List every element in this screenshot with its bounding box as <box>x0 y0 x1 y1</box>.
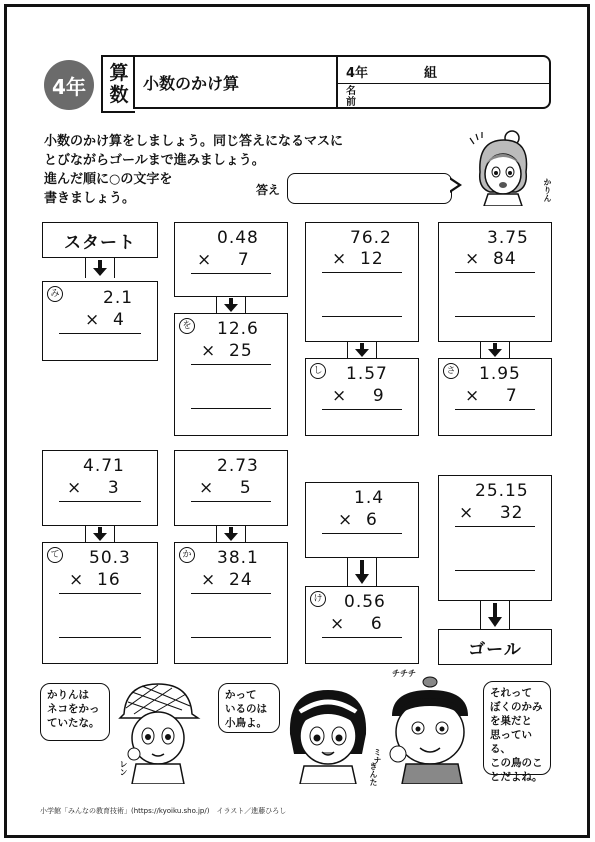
start-box[interactable] <box>42 222 158 258</box>
student-info-box <box>338 55 551 109</box>
multiplier: × 25 <box>201 341 253 361</box>
bubble-line: それって <box>490 687 532 699</box>
multiplier: × 12 <box>332 249 384 269</box>
answer-input-box[interactable] <box>287 173 452 204</box>
multiplier: × 3 <box>67 478 120 498</box>
problem-box-sa[interactable] <box>438 358 552 436</box>
answer-line <box>322 409 402 410</box>
grade-badge <box>44 60 94 110</box>
bubble-line: 小鳥よ。 <box>225 717 267 729</box>
connector-arrow <box>216 526 246 542</box>
bubble-line: 思っている、 <box>490 729 532 755</box>
subject-char-2: 数 <box>109 84 129 106</box>
multiplier: × 9 <box>332 386 385 406</box>
multiplier: × 6 <box>330 614 383 634</box>
page-title <box>133 55 338 109</box>
answer-line <box>455 409 535 410</box>
multiplicand: 2.1 <box>103 288 134 308</box>
bubble-line: この鳥のこ <box>490 757 543 769</box>
connector-arrow <box>347 558 377 586</box>
bird-sound: チチチ <box>392 669 416 678</box>
multiplier: × 4 <box>85 310 125 330</box>
mina-illustration <box>282 684 374 784</box>
multiplicand: 25.15 <box>475 481 529 501</box>
problem-box-col3-top[interactable] <box>305 222 419 342</box>
answer-line <box>455 570 535 571</box>
problem-tag: け <box>310 591 326 607</box>
start-label: スタート <box>64 232 136 253</box>
bubble-line: とだよね。 <box>490 771 543 783</box>
answer-line <box>191 637 271 638</box>
problem-box-col4-mid[interactable] <box>438 475 552 601</box>
instruction-line-3: 進んだ順に○の文字を <box>44 172 173 187</box>
answer-line <box>455 272 535 273</box>
multiplicand: 1.4 <box>354 488 385 508</box>
speech-bubble-mina <box>218 683 280 733</box>
answer-line <box>455 526 535 527</box>
speech-bubble-ren <box>40 683 110 741</box>
grade-field-label: 4年 <box>346 66 369 81</box>
bubble-line: かって <box>225 689 257 701</box>
problem-tag: て <box>47 547 63 563</box>
multiplicand: 12.6 <box>217 319 259 339</box>
name-field-label: 名前 <box>346 86 356 108</box>
multiplier: × 7 <box>465 386 518 406</box>
problem-box-col2-top[interactable] <box>174 222 288 297</box>
answer-line <box>191 593 271 594</box>
multiplicand: 2.73 <box>217 456 259 476</box>
answer-line <box>59 501 141 502</box>
multiplier: × 84 <box>465 249 517 269</box>
answer-line <box>59 593 141 594</box>
page-title-text: 小数のかけ算 <box>143 73 240 93</box>
problem-box-mi[interactable] <box>42 281 158 361</box>
multiplicand: 38.1 <box>217 548 259 568</box>
speech-bubble-kinta <box>483 681 551 783</box>
multiplier: × 5 <box>199 478 252 498</box>
multiplier: × 7 <box>197 250 250 270</box>
multiplicand: 3.75 <box>487 228 529 248</box>
instruction-line-4: 書きましょう。 <box>44 191 136 206</box>
bubble-line: ネコをかっ <box>47 703 100 715</box>
multiplier: × 16 <box>69 570 121 590</box>
problem-tag: み <box>47 286 63 302</box>
karin-name: かりん <box>543 178 552 202</box>
kinta-illustration <box>382 672 482 784</box>
problem-box-col3-mid[interactable] <box>305 482 419 558</box>
problem-box-col4-top[interactable] <box>438 222 552 342</box>
multiplicand: 4.71 <box>83 456 125 476</box>
problem-tag: か <box>179 547 195 563</box>
answer-line <box>191 273 271 274</box>
subject-char-1: 算 <box>109 62 129 84</box>
problem-box-ke[interactable] <box>305 586 419 664</box>
answer-line <box>191 501 271 502</box>
class-field-label: 組 <box>424 66 438 81</box>
answer-line <box>59 637 141 638</box>
answer-line <box>322 637 402 638</box>
instruction-line-1: 小数のかけ算をしましょう。同じ答えになるマスに <box>44 134 344 149</box>
subject-label <box>101 55 135 113</box>
answer-label: 答え <box>256 183 281 197</box>
problem-tag: さ <box>443 363 459 379</box>
multiplicand: 1.57 <box>346 364 388 384</box>
class-row <box>338 57 549 84</box>
problem-box-col1-mid[interactable] <box>42 450 158 526</box>
bubble-line: かりんは <box>47 689 89 701</box>
problem-box-shi[interactable] <box>305 358 419 436</box>
multiplicand: 0.48 <box>217 228 259 248</box>
connector-arrow <box>347 342 377 358</box>
connector-arrow <box>216 297 246 313</box>
bubble-line: ていたな。 <box>47 717 100 729</box>
answer-bubble-tail-inner <box>449 179 458 191</box>
answer-line <box>59 333 141 334</box>
answer-line <box>322 272 402 273</box>
multiplicand: 76.2 <box>350 228 392 248</box>
connector-arrow <box>480 342 510 358</box>
goal-box[interactable] <box>438 629 552 665</box>
problem-tag: を <box>179 318 195 334</box>
footer-credit: 小学館「みんなの教育技術」(https://kyoiku.sho.jp/) イラスト／進藤ひろし <box>40 807 287 815</box>
multiplier: × 24 <box>201 570 253 590</box>
problem-tag: し <box>310 363 326 379</box>
problem-box-col2-mid[interactable] <box>174 450 288 526</box>
goal-label: ゴール <box>468 639 522 660</box>
answer-line <box>191 364 271 365</box>
multiplicand: 1.95 <box>479 364 521 384</box>
problem-box-te[interactable] <box>42 542 158 664</box>
problem-box-wo[interactable] <box>174 313 288 436</box>
bubble-line: ぼくのかみ <box>490 701 543 713</box>
multiplier: × 32 <box>459 503 524 523</box>
multiplicand: 50.3 <box>89 548 131 568</box>
connector-arrow <box>480 601 510 629</box>
multiplier: × 6 <box>338 510 378 530</box>
bubble-line: を巣だと <box>490 715 532 727</box>
answer-line <box>191 408 271 409</box>
answer-line <box>322 316 402 317</box>
kinta-name: きんた <box>369 762 378 786</box>
answer-line <box>455 316 535 317</box>
grade-badge-text: 4年 <box>52 74 86 99</box>
problem-box-ka[interactable] <box>174 542 288 664</box>
ren-name: レン <box>119 760 128 776</box>
connector-arrow <box>85 258 115 278</box>
instruction-line-2: とびながらゴールまで進みましょう。 <box>44 153 265 168</box>
connector-arrow <box>85 526 115 542</box>
karin-illustration <box>466 128 538 206</box>
mina-name: ミナ <box>373 748 382 764</box>
multiplicand: 0.56 <box>344 592 386 612</box>
answer-line <box>322 533 402 534</box>
bubble-line: いるのは <box>225 703 267 715</box>
